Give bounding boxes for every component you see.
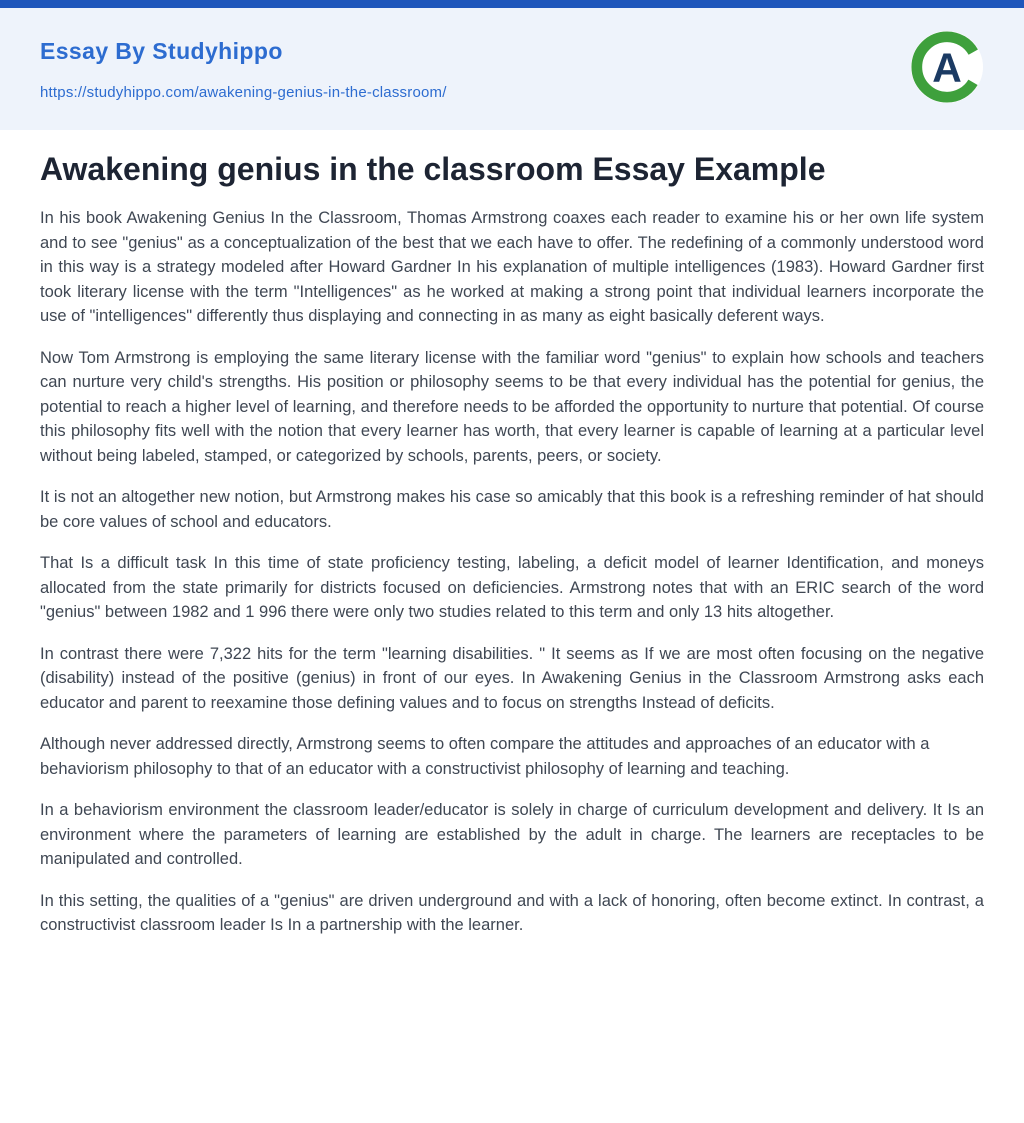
article-content [0,130,1024,938]
page-header [0,8,1024,130]
essay-paragraph: In this setting, the qualities of a "genius" are driven underground and with a lack of honoring, often become extinct. In contrast, a constructivist classroom leader Is In a partnership with the learner. [40,891,984,934]
source-url-link[interactable]: https://studyhippo.com/awakening-genius-in-the-classroom/ [40,84,447,101]
logo-letter: A [932,44,962,91]
essay-paragraph: It is not an altogether new notion, but Armstrong makes his case so amicably that this book is a refreshing reminder of hat should be core values of school and educators. [40,488,984,531]
top-accent-bar [0,0,1024,8]
site-title: Essay By Studyhippo [40,38,283,64]
essay-paragraph: In his book Awakening Genius In the Classroom, Thomas Armstrong coaxes each reader to examine his or her own life system and to see "genius" as a conceptualization of the best that we each have to offer. The redefining of a commonly understood word in this way is a strategy modeled after Howard Gardner In his explanation of multiple intelligences (1983). Howard Gardner first took literary license with the term "Intelligences" as he worked at making a strong point that individual learners incorporate the use of "intelligences" differently thus displaying and connecting in as many as eight basically deferent ways. [40,209,984,325]
essay-paragraph: In contrast there were 7,322 hits for the term "learning disabilities. " It seems as If we are most often focusing on the negative (disability) instead of the positive (genius) in front of our eyes. In Awakening Genius in the Classroom Armstrong asks each educator and parent to reexamine those defining values and to focus on strengths Instead of deficits. [40,644,984,712]
essay-paragraph: In a behaviorism environment the classroom leader/educator is solely in charge of curriculum development and delivery. It Is an environment where the parameters of learning are established by the adult in charge. The learners are receptacles to be manipulated and controlled. [40,801,984,868]
essay-paragraph: That Is a difficult task In this time of state proficiency testing, labeling, a deficit model of learner Identification, and moneys allocated from the state primarily for districts focused on deficiencies. Armstrong notes that with an ERIC search of the word "genius" between 1982 and 1 996 there were only two studies related to this term and only 13 hits altogether. [40,554,984,621]
essay-paragraph: Now Tom Armstrong is employing the same literary license with the familiar word "genius" to explain how schools and teachers can nurture very child's strengths. His position or philosophy seems to be that every individual has the potential for genius, the potential to reach a higher level of learning, and therefore needs to be afforded the opportunity to nurture that potential. Of course this philosophy fits well with the notion that every learner has worth, that every learner is capable of learning at a particular level without being labeled, stamped, or categorized by schools, parents, peers, or society. [40,348,984,465]
essay-paragraph: Although never addressed directly, Armstrong seems to often compare the attitudes and approaches of an educator with a behaviorism philosophy to that of an educator with a constructivist philosophy of learning and teaching. [40,735,930,778]
header-text-block [40,38,447,102]
studyhippo-logo-icon [910,30,984,104]
article-title: Awakening genius in the classroom Essay Example [40,151,826,187]
